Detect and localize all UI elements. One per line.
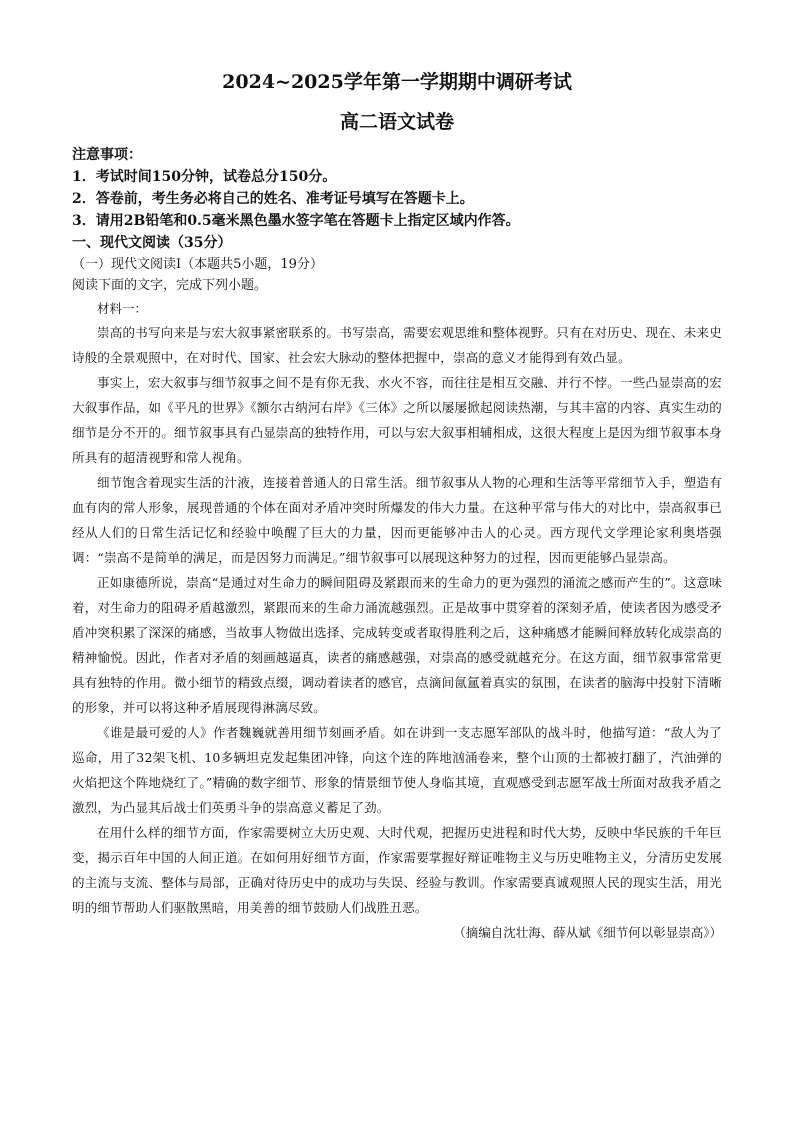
exam-page [72, 68, 722, 945]
exam-title: 2024~2025学年第一学期期中调研考试 [222, 71, 572, 93]
passage-paragraph-5: 《谁是最可爱的人》作者魏巍就善用细节刻画矛盾。如在讲到一支志愿军部队的战斗时，他描写道：“敌人为了巡命，用了32架飞机、10多辆坦克发起集团冲锋，向这个连的阵地汹涌卷来，整个山顶的土都被打翻了，汽油弹的火焰把这个阵地烧红了。”精确的数字细节、形象的情景细节使人身临其境，直观感受到志愿军战士所面对敌我矛盾之激烈，为凸显其后战士们英勇斗争的崇高意义蓄足了劲。 [72, 725, 722, 815]
notice-item-3: 3．请用2B铅笔和0.5毫米黑色墨水签字笔在答题卡上指定区域内作答。 [72, 213, 520, 229]
reading-passage [72, 320, 722, 920]
passage-paragraph-1: 崇高的书写向来是与宏大叙事紧密联系的。书写崇高，需要宏观思维和整体视野。只有在对历史、现在、未来史诗般的全景观照中，在对时代、国家、社会宏大脉动的整体把握中，崇高的意义才能得到有效凸显。 [72, 325, 722, 365]
section-heading: 一、现代文阅读（35分） [72, 235, 232, 251]
exam-subtitle: 高二语文试卷 [339, 111, 454, 133]
notice-heading: 注意事项： [72, 147, 142, 163]
notice-block [72, 144, 722, 232]
passage-paragraph-6: 在用什么样的细节方面，作家需要树立大历史观、大时代观，把握历史进程和时代大势，反映中华民族的千年巨变，揭示百年中国的人间正道。在如何用好细节方面，作家需要掌握好辩证唯物主义与历史唯物主义，分清历史发展的主流与支流、整体与局部，正确对待历史中的成功与失误、经验与教训。作家需要真诚观照人民的现实生活，用光明的细节帮助人们驱散黑暗，用美善的细节鼓励人们战胜丑恶。 [72, 825, 722, 915]
passage-paragraph-3: 细节饱含着现实生活的汁液，连接着普通人的日常生活。细节叙事从人物的心理和生活等平常细节入手，塑造有血有肉的常人形象，展现普通的个体在面对矛盾冲突时所爆发的伟大力量。在这种平常与伟大的对比中，崇高叙事已经从人们的日常生活记忆和经验中唤醒了巨大的力量，因而更能够冲击人的心灵。西方现代文学理论家利奥塔强调：“崇高不是简单的满足，而是因努力而满足。”细节叙事可以展现这种努力的过程，因而更能够凸显崇高。 [72, 475, 722, 565]
reading-instruction: 阅读下面的文字，完成下列小题。 [72, 278, 268, 293]
notice-item-1: 1．考试时间150分钟，试卷总分150分。 [72, 169, 337, 185]
material-label: 材料一： [97, 301, 148, 316]
passage-paragraph-2: 事实上，宏大叙事与细节叙事之间不是有你无我、水火不容，而往往是相互交融、并行不悖。一些凸显崇高的宏大叙事作品，如《平凡的世界》《额尔古纳河右岸》《三体》之所以屡屡掀起阅读热潮，与其丰富的内容、真实生动的细节是分不开的。细节叙事具有凸显崇高的独特作用，可以与宏大叙事相辅相成，这很大程度上是因为细节叙事本身所具有的超清视野和常人视角。 [72, 375, 722, 465]
passage-paragraph-4: 正如康德所说，崇高“是通过对生命力的瞬间阻碍及紧跟而来的生命力的更为强烈的涌流之感而产生的”。这意味着，对生命力的阻碍矛盾越激烈，紧跟而来的生命力涌流越强烈。正是故事中贯穿着的深刻矛盾，使读者因为感受矛盾冲突积累了深深的痛感，当故事人物做出选择、完成转变或者取得胜利之后，这种痛感才能瞬间释放转化成崇高的精神愉悦。因此，作者对矛盾的刻画越逼真，读者的痛感越强，对崇高的感受就越充分。在这方面，细节叙事常常更具有独特的作用。微小细节的精致点缀，调动着读者的感官，点滴间氤氲着真实的氛围，在读者的脑海中投射下清晰的形象，并可以将这种矛盾展现得淋漓尽致。 [72, 575, 722, 715]
section-subheading: （一）现代文阅读Ⅰ（本题共5小题，19分） [72, 257, 323, 272]
passage-source: （摘编自沈壮海、薛从斌《细节何以彰显崇高》） [453, 925, 722, 940]
notice-item-2: 2．答卷前，考生务必将自己的姓名、准考证号填写在答题卡上。 [72, 191, 474, 207]
